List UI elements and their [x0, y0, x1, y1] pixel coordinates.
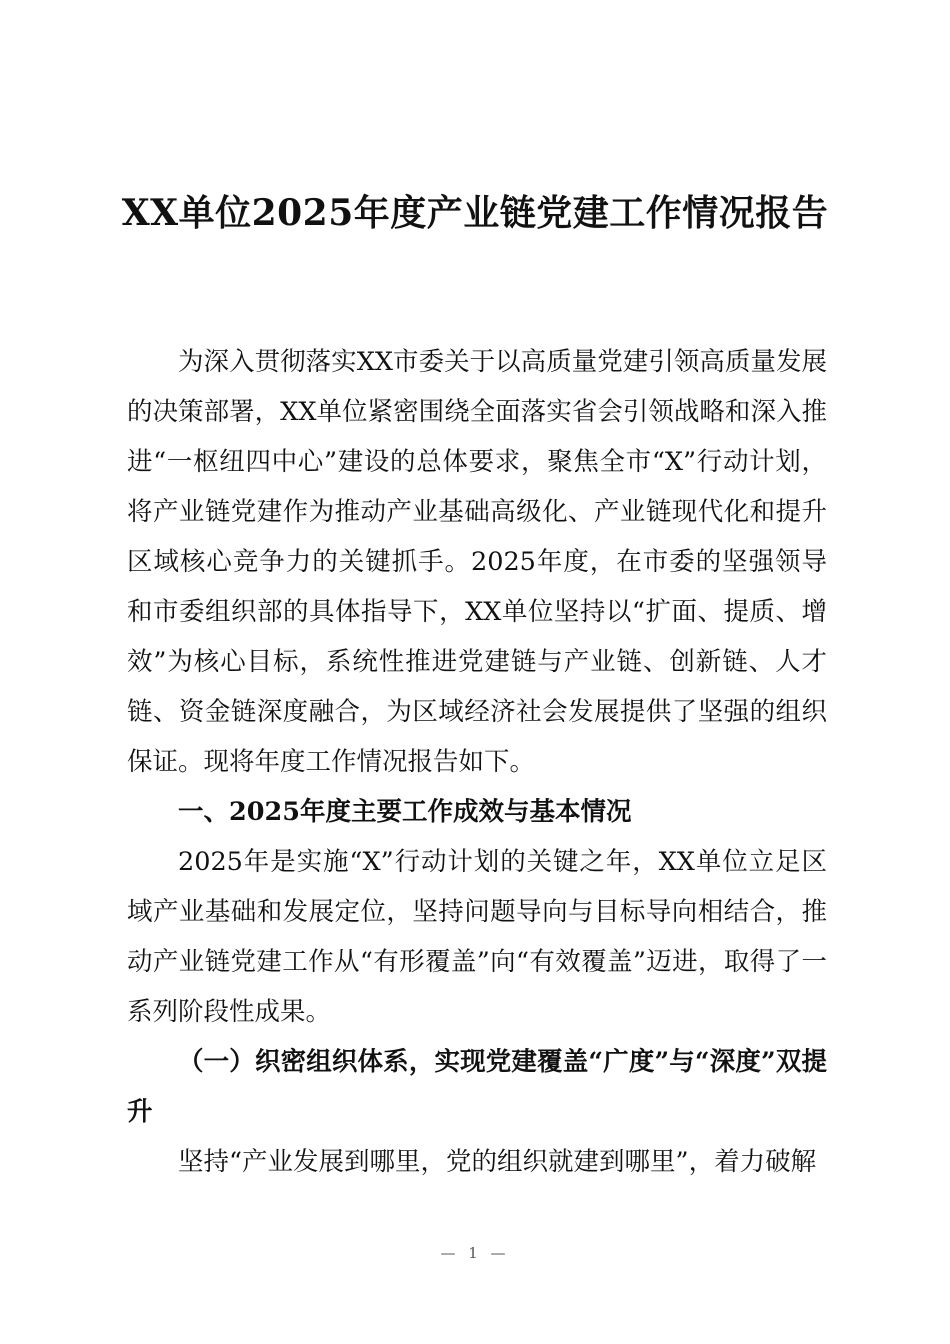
- subsection-1-paragraph: 坚持“产业发展到哪里，党的组织就建到哪里”，着力破解: [178, 1147, 817, 1177]
- intro-paragraph: 为深入贯彻落实XX市委关于以高质量党建引领高质量发展的决策部署，XX单位紧密围绕全面落实省会引领战略和深入推进“一枢纽四中心”建设的总体要求，聚焦全市“X”行动计划，将产业链党建作为推动产业基础高级化、产业链现代化和提升区域核心竞争力的关键抓手。2025年度，在市委的坚强领导和市委组织部的具体指导下，XX单位坚持以“扩面、提质、增效”为核心目标，系统性推进党建链与产业链、创新链、人才链、资金链深度融合，为区域经济社会发展提供了坚强的组织保证。现将年度工作情况报告如下。: [127, 347, 827, 777]
- section-1-paragraph: 2025年是实施“X”行动计划的关键之年，XX单位立足区域产业基础和发展定位，坚持问题导向与目标导向相结合，推动产业链党建工作从“有形覆盖”向“有效覆盖”迈进，取得了一系列阶段性成果。: [127, 847, 827, 1027]
- document-title: XX单位2025年度产业链党建工作情况报告: [121, 192, 829, 234]
- document-body: [127, 337, 827, 1187]
- subsection-1-heading: （一）织密组织体系，实现党建覆盖“广度”与“深度”双提升: [127, 1047, 827, 1127]
- section-1-heading: 一、2025年度主要工作成效与基本情况: [178, 797, 632, 827]
- page-number: — 1 —: [440, 1244, 510, 1262]
